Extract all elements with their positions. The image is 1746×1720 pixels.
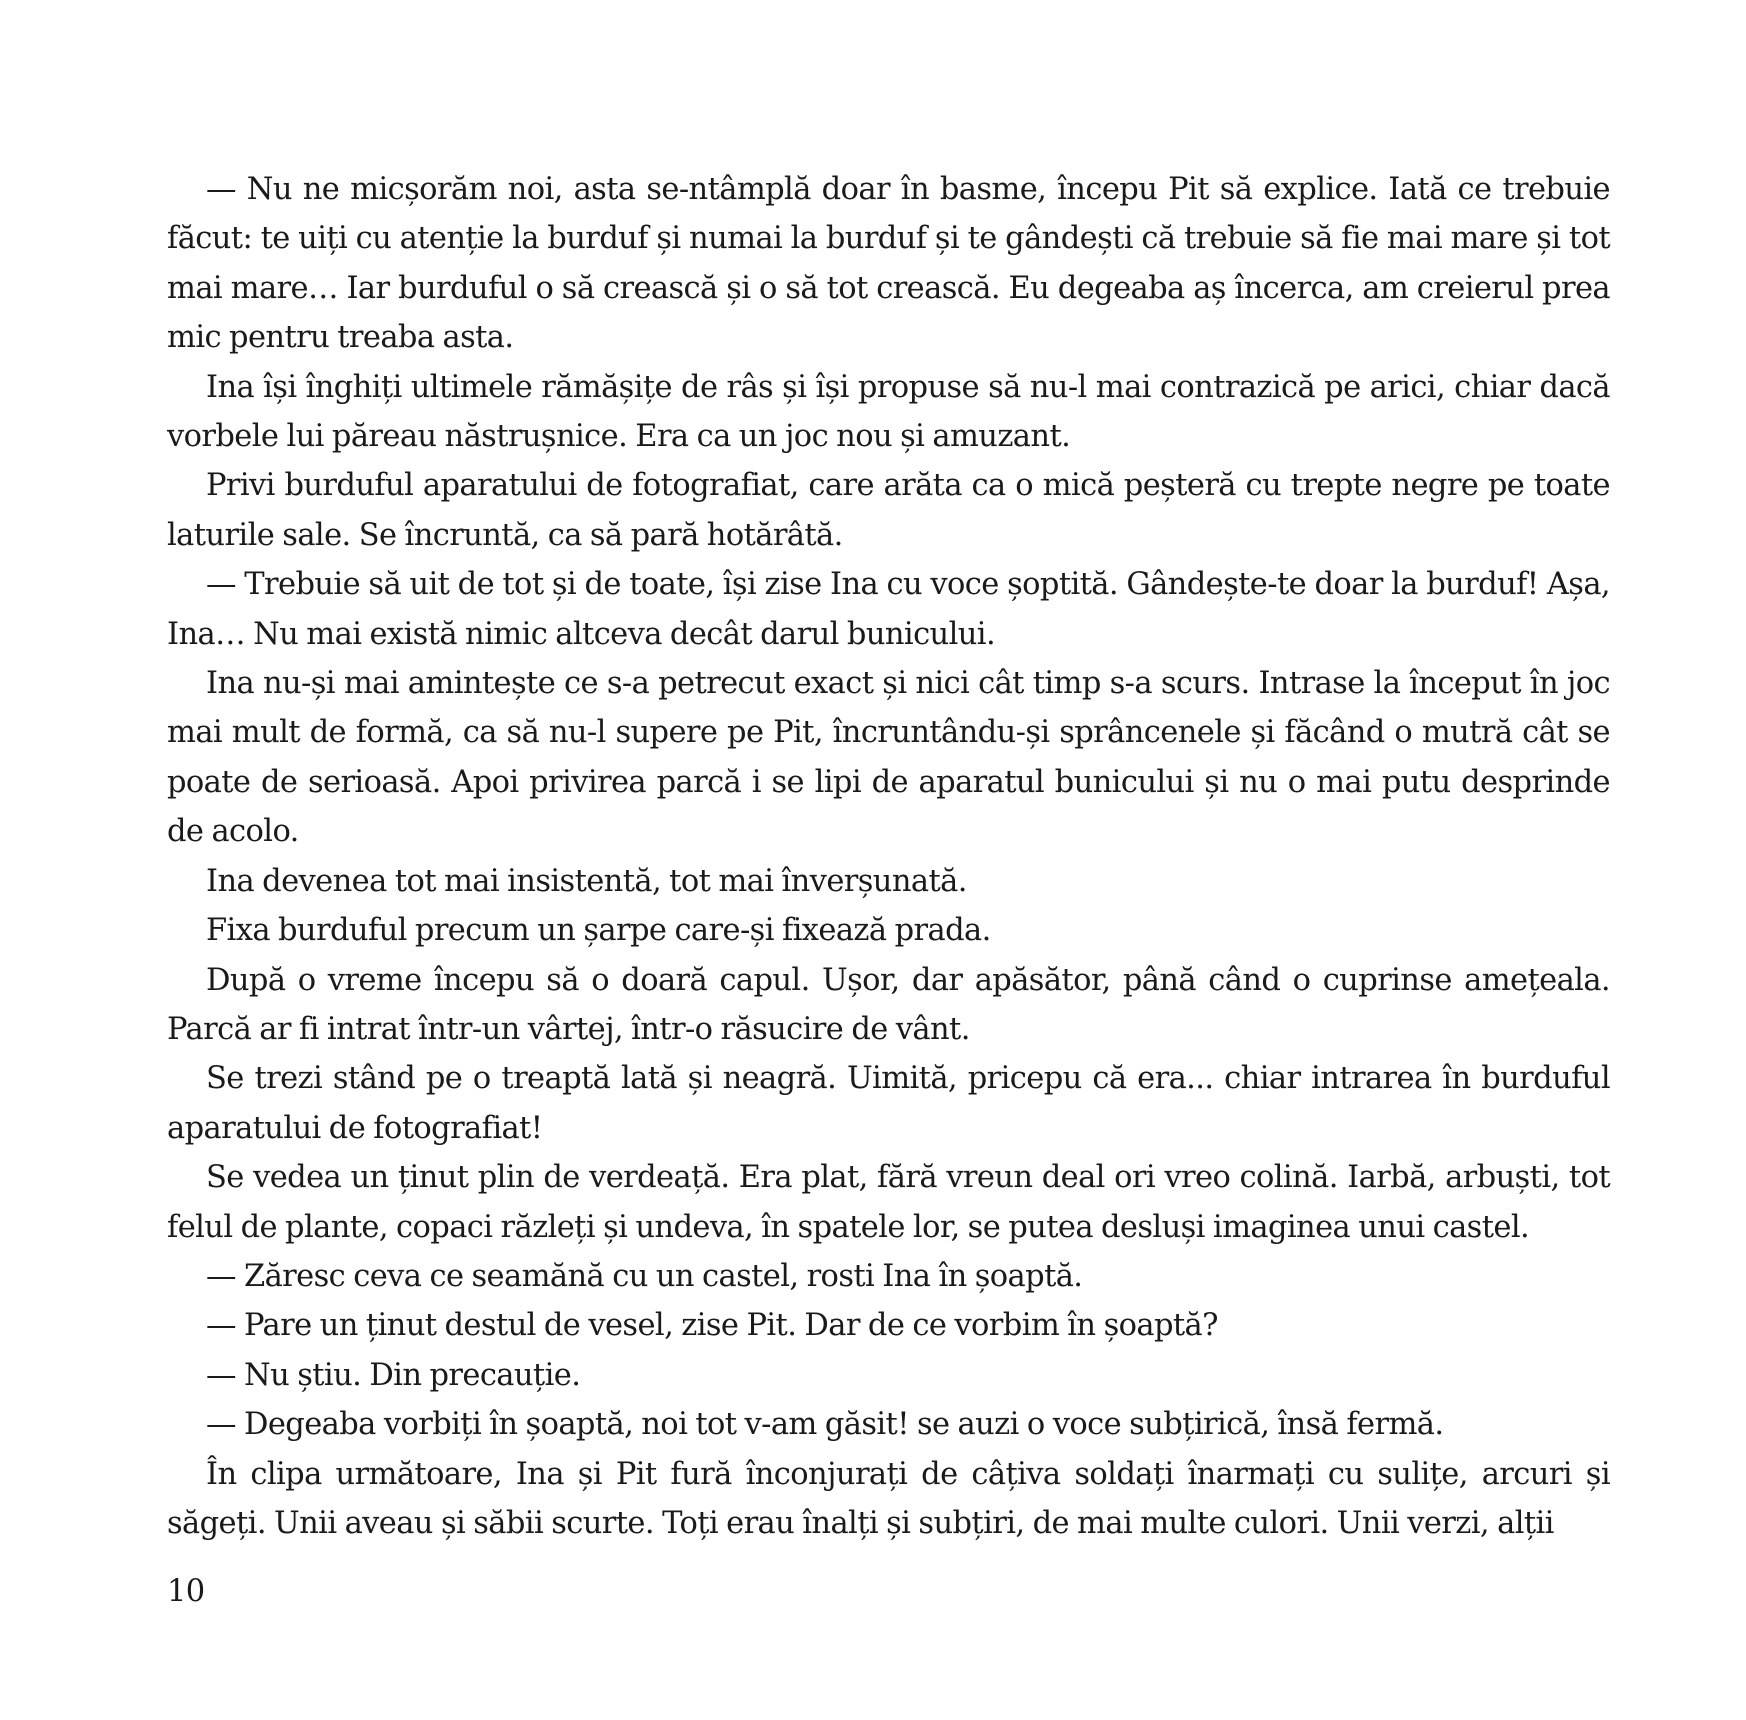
paragraph: Fixa burduful precum un șarpe care-și fixează prada. (206, 913, 991, 949)
paragraph: — Zăresc ceva ce seamănă cu un castel, rosti Ina în șoaptă. (206, 1258, 1083, 1294)
paragraph: În clipa următoare, Ina și Pit fură înconjurați de câțiva soldați înarmați cu sulițe, arcuri și săgeți. Unii aveau și săbii scurte. Toți erau înalți și subțiri, de mai multe culori. Unii verzi, alții (167, 1456, 1610, 1541)
page-text (167, 165, 1610, 1548)
paragraph: Ina devenea tot mai insistentă, tot mai înverșunată. (206, 863, 967, 899)
paragraph: Se trezi stând pe o treaptă lată și neagră. Uimită, pricepu că era... chiar intrarea în burduful aparatului de fotografiat! (167, 1061, 1610, 1146)
paragraph: Se vedea un ținut plin de verdeață. Era plat, fără vreun deal ori vreo colină. Iarbă, arbuști, tot felul de plante, copaci răzleți și undeva, în spatele lor, se putea desluși imaginea unui castel. (167, 1160, 1610, 1245)
paragraph: După o vreme începu să o doară capul. Ușor, dar apăsător, până când o cuprinse amețeala. Parcă ar fi intrat într-un vârtej, într-o răsucire de vânt. (167, 962, 1610, 1047)
paragraph: — Trebuie să uit de tot și de toate, își zise Ina cu voce șoptită. Gândește-te doar la burduf! Așa, Ina… Nu mai există nimic altceva decât darul bunicului. (167, 567, 1610, 652)
paragraph: Ina nu-și mai amintește ce s-a petrecut exact și nici cât timp s-a scurs. Intrase la început în joc mai mult de formă, ca să nu-l supere pe Pit, încruntându-și sprâncenele și făcând o mutră cât se poate de serioasă. Apoi privirea parcă i se lipi de aparatul bunicului și nu o mai putu desprinde de acolo. (167, 666, 1610, 850)
paragraph: — Degeaba vorbiți în șoaptă, noi tot v-am găsit! se auzi o voce subțirică, însă fermă. (206, 1407, 1444, 1443)
paragraph: Ina își înghiți ultimele rămășițe de râs și își propuse să nu-l mai contrazică pe arici, chiar dacă vorbele lui păreau năstrușnice. Era ca un joc nou și amuzant. (167, 369, 1610, 455)
paragraph: — Pare un ținut destul de vesel, zise Pit. Dar de ce vorbim în șoaptă? (206, 1308, 1218, 1344)
paragraph: Privi burduful aparatului de fotografiat, care arăta ca o mică peșteră cu trepte negre pe toate laturile sale. Se încruntă, ca să pară hotărâtă. (167, 468, 1610, 553)
page-number: 10 (167, 1574, 205, 1609)
paragraph: — Nu știu. Din precauție. (206, 1357, 581, 1393)
paragraph: — Nu ne micșorăm noi, asta se-ntâmplă doar în basme, începu Pit să explice. Iată ce trebuie făcut: te uiți cu atenție la burduf și numai la burduf și te gândești că trebuie să fie mai mare și tot mai mare… Iar burduful o să crească și o să tot crească. Eu degeaba aș încerca, am creierul prea mic pentru treaba asta. (167, 172, 1610, 356)
